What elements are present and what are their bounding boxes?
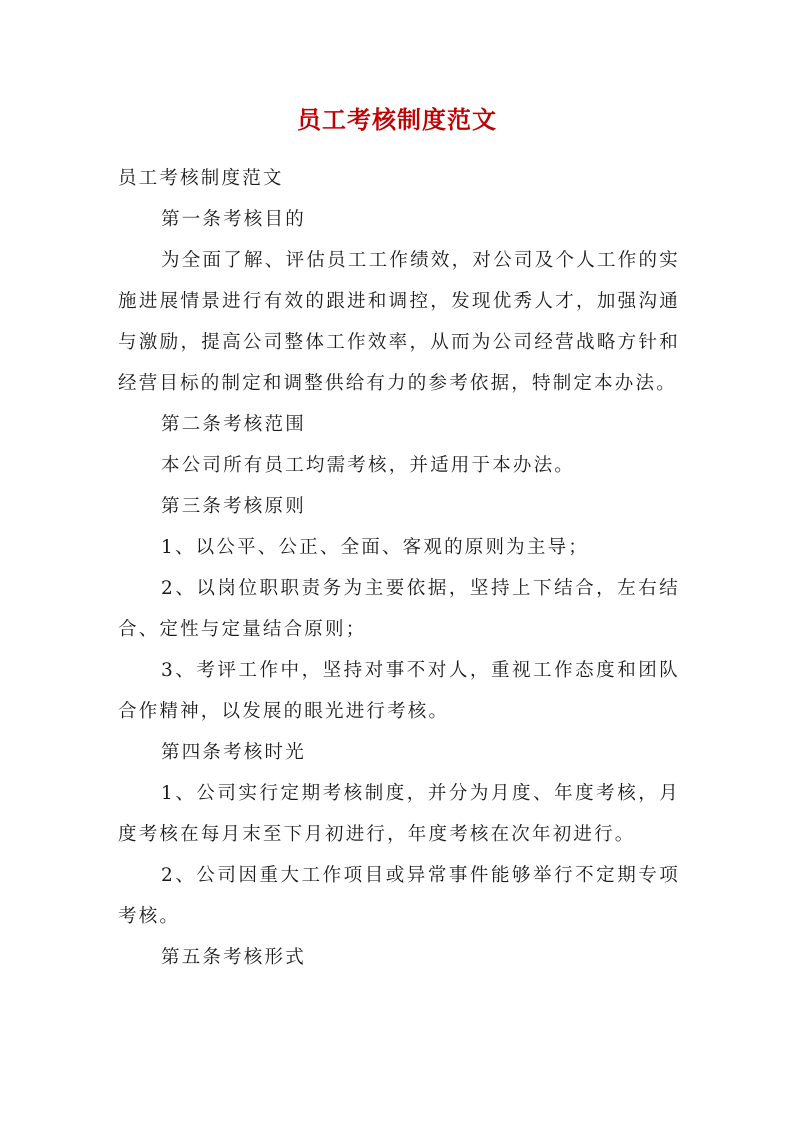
- paragraph-article-1-heading: 第一条考核目的: [161, 209, 306, 230]
- paragraph-article-3-heading: 第三条考核原则: [161, 496, 306, 517]
- paragraph-article-4-item-1: 1、公司实行定期考核制度，并分为月度、年度考核，月度考核在每月末至下月初进行，年度考核在次年初进行。: [118, 783, 680, 845]
- paragraph-article-4-item-2: 2、公司因重大工作项目或异常事件能够举行不定期专项考核。: [118, 865, 680, 927]
- paragraph-article-3-item-2: 2、以岗位职职责务为主要依据，坚持上下结合，左右结合、定性与定量结合原则；: [118, 578, 680, 640]
- paragraph-article-2-body: 本公司所有员工均需考核，并适用于本办法。: [161, 455, 576, 476]
- document-body: [118, 158, 680, 978]
- document-title: 员工考核制度范文: [297, 105, 497, 134]
- paragraph-article-1-body: 为全面了解、评估员工工作绩效，对公司及个人工作的实施进展情景进行有效的跟进和调控，发现优秀人才，加强沟通与激励，提高公司整体工作效率，从而为公司经营战略方针和经营目标的制定和调整供给有力的参考依据，特制定本办法。: [118, 250, 680, 394]
- paragraph-article-3-item-3: 3、考评工作中，坚持对事不对人，重视工作态度和团队合作精神，以发展的眼光进行考核。: [118, 660, 680, 722]
- paragraph-article-4-heading: 第四条考核时光: [161, 742, 306, 763]
- paragraph-doc-name: 员工考核制度范文: [118, 168, 284, 189]
- paragraph-article-2-heading: 第二条考核范围: [161, 414, 306, 435]
- paragraph-article-3-item-1: 1、以公平、公正、全面、客观的原则为主导；: [161, 537, 589, 558]
- paragraph-article-5-heading: 第五条考核形式: [161, 947, 306, 968]
